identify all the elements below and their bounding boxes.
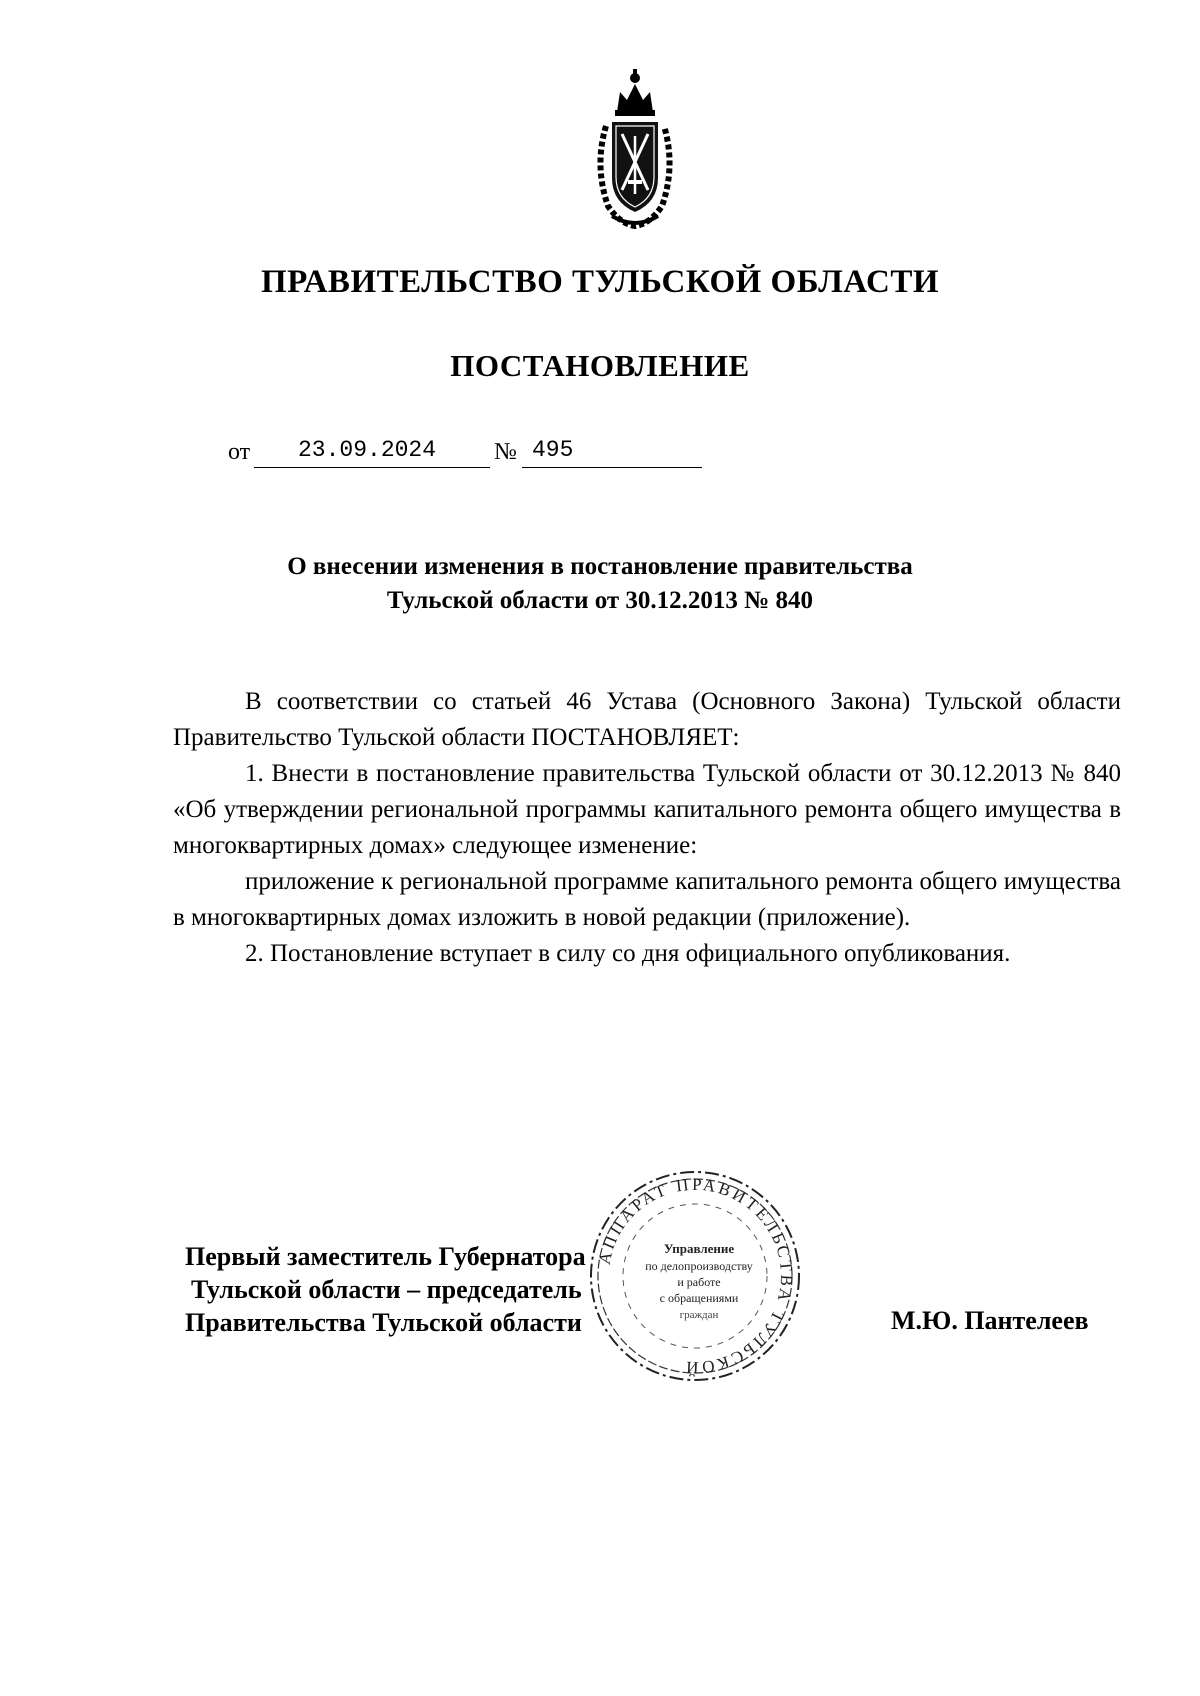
document-subject	[0, 550, 1200, 618]
number-label: №	[494, 439, 517, 465]
signer-name: М.Ю. Пантелеев	[891, 1306, 1089, 1335]
date-field	[254, 433, 490, 468]
number-value: 495	[532, 437, 574, 463]
body-paragraph: приложение к региональной программе капитального ремонта общего имущества в многоквартирных домах изложить в новой редакции (приложение).	[173, 868, 1121, 931]
official-stamp	[584, 1165, 806, 1387]
stamp-ring-text: АППАРАТ ПРАВИТЕЛЬСТВА ТУЛЬСКОЙ	[594, 1174, 797, 1378]
date-label: от	[228, 439, 251, 465]
body-paragraph: 1. Внести в постановление правительства Тульской области от 30.12.2013 № 840 «Об утверждении региональной программы капитального ремонта общего имущества в многоквартирных домах» следующее изменение:	[173, 760, 1121, 859]
date-value: 23.09.2024	[298, 437, 437, 463]
stamp-line-1: Управление	[663, 1241, 735, 1256]
stamp-line-4: с обращениями	[659, 1291, 739, 1305]
coat-of-arms-icon	[590, 66, 680, 230]
stamp-line-2: по делопроизводству	[645, 1259, 753, 1273]
organization-title: ПРАВИТЕЛЬСТВО ТУЛЬСКОЙ ОБЛАСТИ	[261, 264, 939, 300]
signature-block	[185, 1240, 586, 1339]
body-paragraph: В соответствии со статьей 46 Устава (Основного Закона) Тульской области Правительство Тульской области ПОСТАНОВЛЯЕТ:	[173, 688, 1121, 751]
signer-position-line-1: Первый заместитель Губернатора	[185, 1242, 586, 1271]
stamp-line-3: и работе	[677, 1275, 721, 1289]
date-number-line	[228, 432, 928, 472]
signer-position-line-3: Правительства Тульской области	[185, 1308, 582, 1337]
stamp-line-5: граждан	[679, 1309, 719, 1321]
document-body	[173, 684, 1121, 972]
subject-line-2: Тульской области от 30.12.2013 № 840	[386, 587, 814, 614]
number-field	[522, 433, 702, 468]
document-type: ПОСТАНОВЛЕНИЕ	[450, 348, 750, 383]
signer-position-line-2: Тульской области – председатель	[191, 1275, 582, 1304]
body-paragraph: 2. Постановление вступает в силу со дня официального опубликования.	[245, 940, 1011, 967]
subject-line-1: О внесении изменения в постановление правительства	[287, 553, 913, 580]
